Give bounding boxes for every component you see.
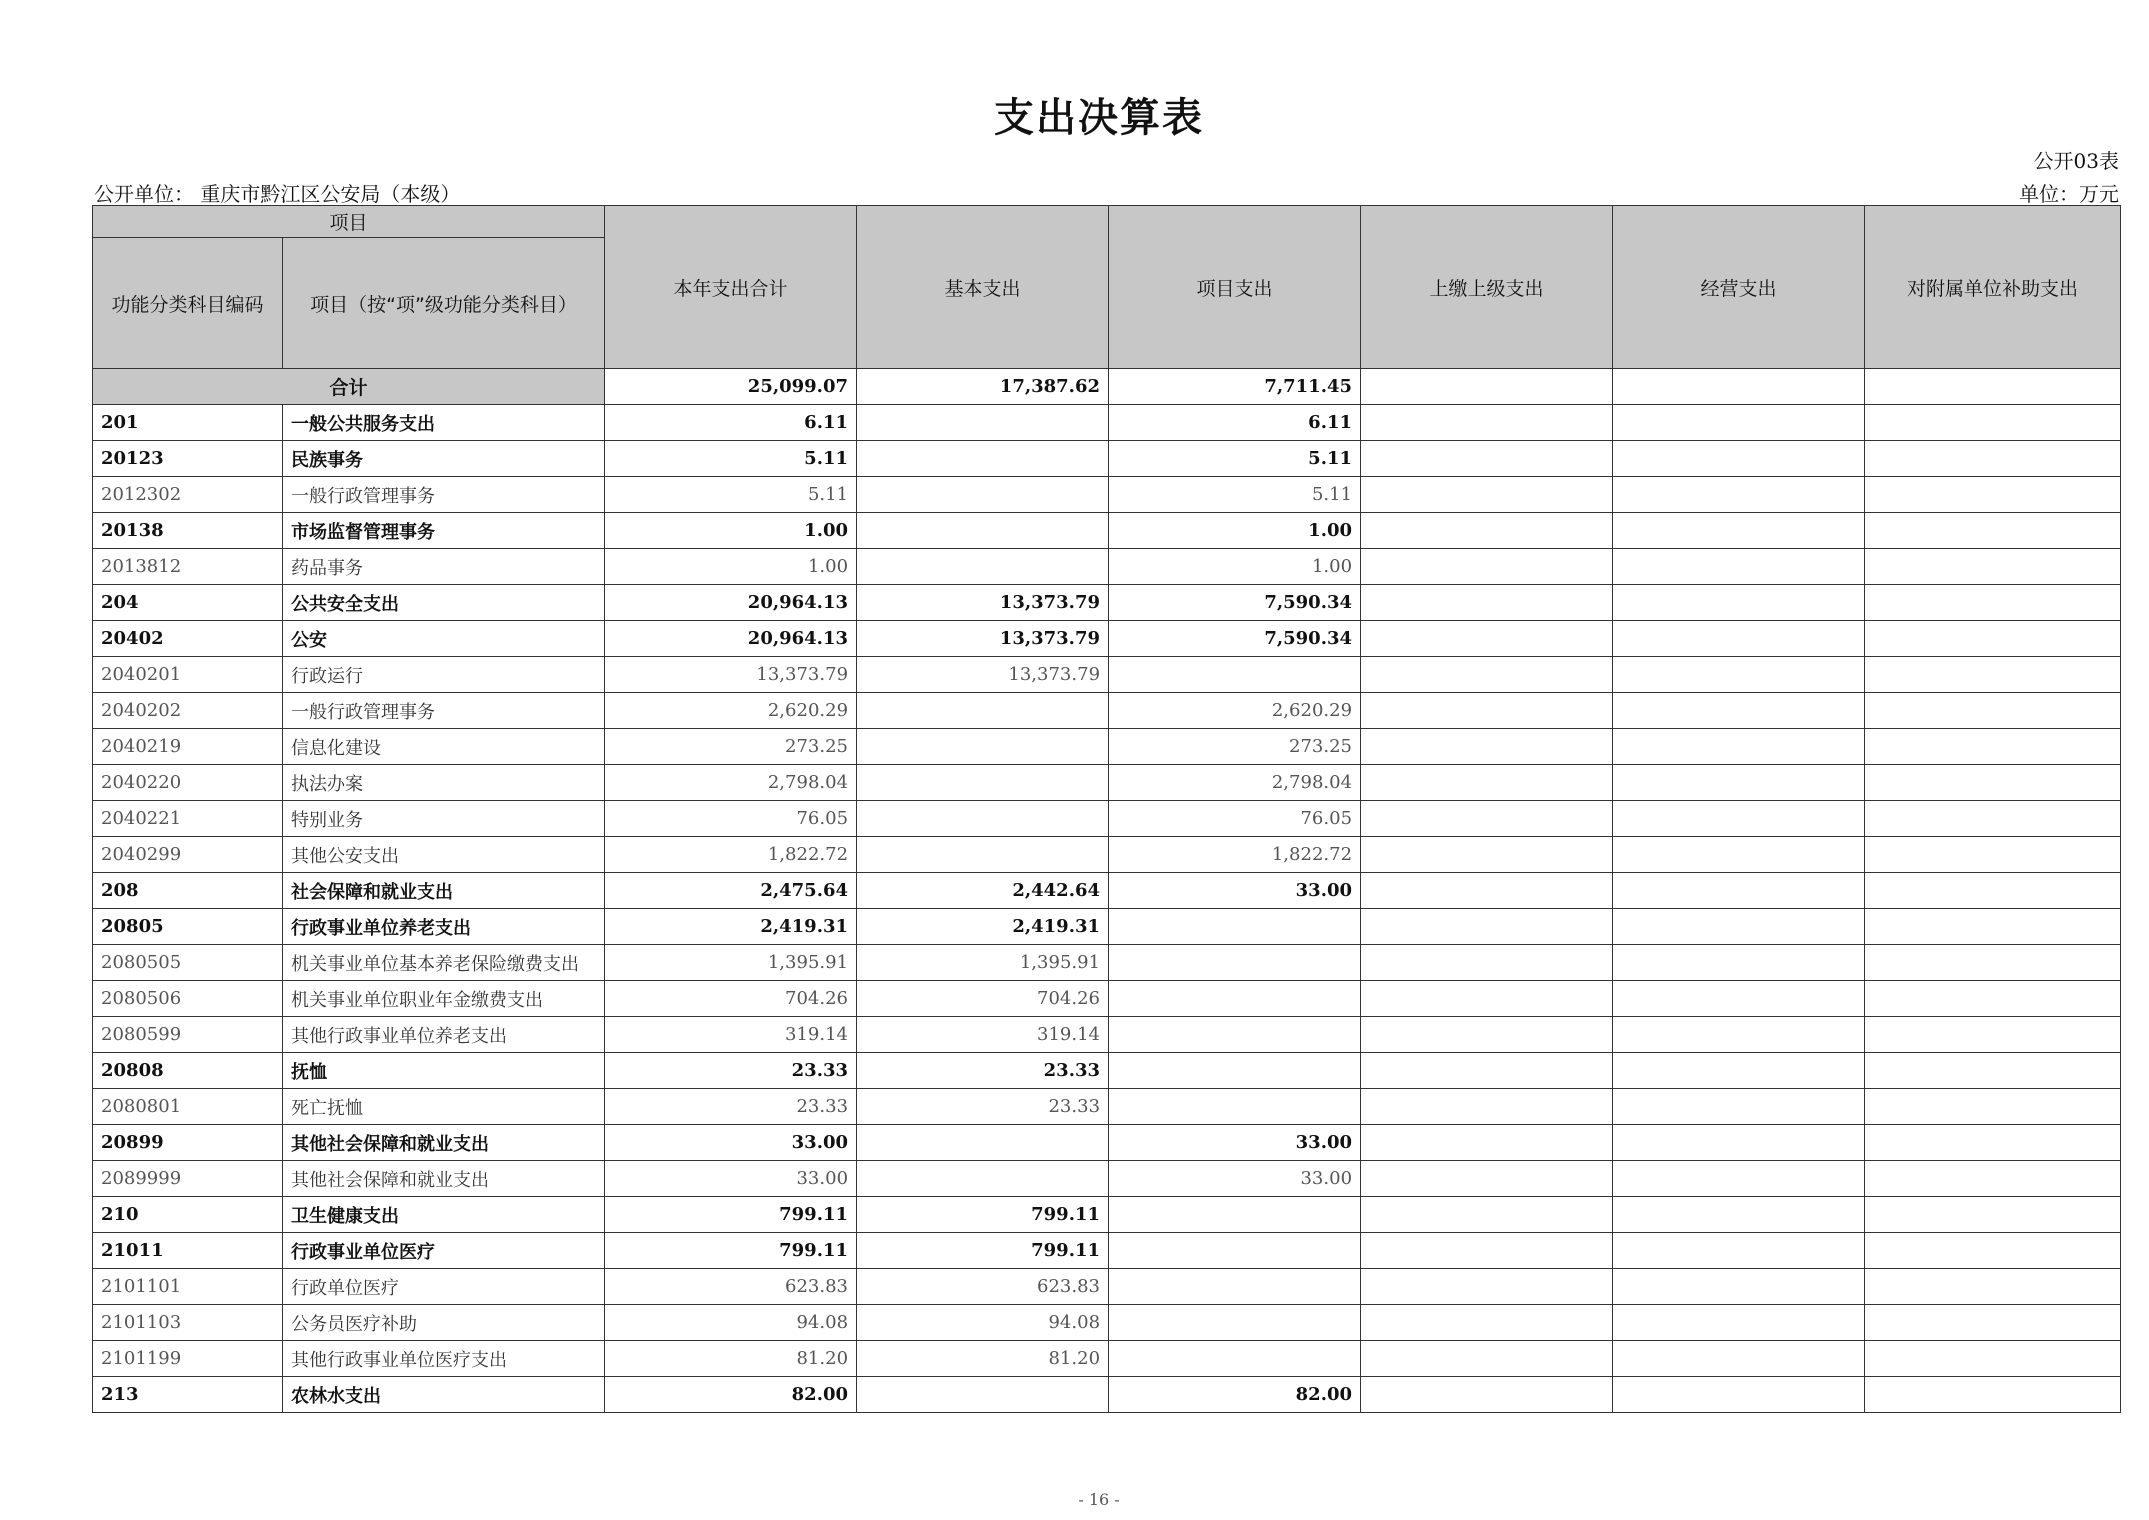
- cell-business: [1613, 549, 1865, 585]
- cell-total: 81.20: [605, 1341, 857, 1377]
- cell-project: 7,590.34: [1109, 621, 1361, 657]
- cell-upper: [1361, 945, 1613, 981]
- cell-code: 20805: [93, 909, 283, 945]
- cell-business: [1613, 1269, 1865, 1305]
- cell-code: 2040219: [93, 729, 283, 765]
- cell-basic: [857, 729, 1109, 765]
- cell-subsidy: [1865, 621, 2121, 657]
- cell-business: [1613, 1089, 1865, 1125]
- cell-code: 2040202: [93, 693, 283, 729]
- cell-code: 208: [93, 873, 283, 909]
- cell-upper: [1361, 837, 1613, 873]
- total-cell-basic: 17,387.62: [857, 369, 1109, 405]
- cell-subsidy: [1865, 513, 2121, 549]
- cell-subsidy: [1865, 729, 2121, 765]
- cell-upper: [1361, 1053, 1613, 1089]
- cell-basic: 799.11: [857, 1197, 1109, 1233]
- cell-business: [1613, 837, 1865, 873]
- cell-basic: 704.26: [857, 981, 1109, 1017]
- cell-code: 201: [93, 405, 283, 441]
- cell-project: [1109, 1305, 1361, 1341]
- cell-total: 319.14: [605, 1017, 857, 1053]
- table-row: [93, 801, 2121, 837]
- header-basic: 基本支出: [857, 206, 1109, 369]
- total-label: 合计: [93, 369, 605, 405]
- cell-code: 21011: [93, 1233, 283, 1269]
- header-name: 项目（按“项”级功能分类科目）: [283, 238, 605, 369]
- cell-upper: [1361, 1017, 1613, 1053]
- cell-business: [1613, 1197, 1865, 1233]
- expenditure-table: [92, 205, 2121, 1413]
- cell-subsidy: [1865, 1125, 2121, 1161]
- cell-basic: 94.08: [857, 1305, 1109, 1341]
- cell-basic: [857, 693, 1109, 729]
- cell-project: 82.00: [1109, 1377, 1361, 1413]
- cell-basic: [857, 1125, 1109, 1161]
- table-row: [93, 693, 2121, 729]
- cell-total: 273.25: [605, 729, 857, 765]
- total-cell-business: [1613, 369, 1865, 405]
- cell-upper: [1361, 405, 1613, 441]
- cell-business: [1613, 513, 1865, 549]
- cell-business: [1613, 621, 1865, 657]
- cell-basic: 2,442.64: [857, 873, 1109, 909]
- cell-basic: [857, 837, 1109, 873]
- cell-subsidy: [1865, 1197, 2121, 1233]
- header-upper: 上缴上级支出: [1361, 206, 1613, 369]
- cell-project: 5.11: [1109, 477, 1361, 513]
- cell-subsidy: [1865, 549, 2121, 585]
- cell-upper: [1361, 549, 1613, 585]
- table-row: [93, 441, 2121, 477]
- cell-name: 市场监督管理事务: [283, 513, 605, 549]
- cell-business: [1613, 1125, 1865, 1161]
- cell-name: 一般公共服务支出: [283, 405, 605, 441]
- cell-business: [1613, 477, 1865, 513]
- table-row: [93, 585, 2121, 621]
- cell-total: 5.11: [605, 477, 857, 513]
- cell-name: 行政事业单位养老支出: [283, 909, 605, 945]
- cell-basic: 799.11: [857, 1233, 1109, 1269]
- cell-project: 33.00: [1109, 873, 1361, 909]
- cell-total: 5.11: [605, 441, 857, 477]
- cell-basic: 2,419.31: [857, 909, 1109, 945]
- table-row: [93, 549, 2121, 585]
- cell-project: 2,798.04: [1109, 765, 1361, 801]
- cell-project: 2,620.29: [1109, 693, 1361, 729]
- table-row: [93, 1197, 2121, 1233]
- table-row: [93, 909, 2121, 945]
- cell-code: 20402: [93, 621, 283, 657]
- cell-total: 33.00: [605, 1125, 857, 1161]
- cell-name: 一般行政管理事务: [283, 477, 605, 513]
- cell-total: 82.00: [605, 1377, 857, 1413]
- cell-subsidy: [1865, 693, 2121, 729]
- cell-subsidy: [1865, 1341, 2121, 1377]
- cell-subsidy: [1865, 1269, 2121, 1305]
- form-number: 公开03表: [2033, 149, 2119, 173]
- table-row: [93, 1089, 2121, 1125]
- cell-total: 799.11: [605, 1233, 857, 1269]
- cell-total: 704.26: [605, 981, 857, 1017]
- cell-business: [1613, 981, 1865, 1017]
- cell-code: 2040299: [93, 837, 283, 873]
- cell-basic: 13,373.79: [857, 621, 1109, 657]
- cell-basic: [857, 441, 1109, 477]
- cell-basic: [857, 801, 1109, 837]
- page-title: 支出决算表: [994, 95, 1204, 141]
- cell-upper: [1361, 585, 1613, 621]
- cell-project: 33.00: [1109, 1125, 1361, 1161]
- cell-name: 机关事业单位职业年金缴费支出: [283, 981, 605, 1017]
- cell-basic: 319.14: [857, 1017, 1109, 1053]
- cell-basic: [857, 1161, 1109, 1197]
- cell-basic: 23.33: [857, 1089, 1109, 1125]
- cell-total: 13,373.79: [605, 657, 857, 693]
- cell-subsidy: [1865, 1305, 2121, 1341]
- cell-subsidy: [1865, 585, 2121, 621]
- cell-subsidy: [1865, 657, 2121, 693]
- cell-name: 其他公安支出: [283, 837, 605, 873]
- cell-subsidy: [1865, 873, 2121, 909]
- cell-upper: [1361, 1305, 1613, 1341]
- cell-project: 273.25: [1109, 729, 1361, 765]
- cell-project: [1109, 1269, 1361, 1305]
- total-cell-project: 7,711.45: [1109, 369, 1361, 405]
- cell-code: 213: [93, 1377, 283, 1413]
- cell-project: 33.00: [1109, 1161, 1361, 1197]
- table-row: [93, 657, 2121, 693]
- cell-upper: [1361, 909, 1613, 945]
- cell-project: [1109, 945, 1361, 981]
- cell-basic: [857, 549, 1109, 585]
- table-row: [93, 477, 2121, 513]
- header-total: 本年支出合计: [605, 206, 857, 369]
- cell-business: [1613, 1341, 1865, 1377]
- cell-upper: [1361, 801, 1613, 837]
- cell-total: 2,475.64: [605, 873, 857, 909]
- cell-subsidy: [1865, 945, 2121, 981]
- header-item-group: 项目: [93, 206, 605, 238]
- cell-code: 2101101: [93, 1269, 283, 1305]
- cell-upper: [1361, 693, 1613, 729]
- cell-business: [1613, 441, 1865, 477]
- cell-upper: [1361, 873, 1613, 909]
- cell-name: 执法办案: [283, 765, 605, 801]
- table-row: [93, 981, 2121, 1017]
- cell-subsidy: [1865, 981, 2121, 1017]
- total-cell-subsidy: [1865, 369, 2121, 405]
- cell-total: 76.05: [605, 801, 857, 837]
- cell-code: 2080505: [93, 945, 283, 981]
- cell-code: 204: [93, 585, 283, 621]
- cell-basic: [857, 1377, 1109, 1413]
- cell-project: 1.00: [1109, 513, 1361, 549]
- table-row: [93, 945, 2121, 981]
- cell-basic: 13,373.79: [857, 585, 1109, 621]
- table-row: [93, 1233, 2121, 1269]
- cell-code: 2101199: [93, 1341, 283, 1377]
- cell-total: 20,964.13: [605, 621, 857, 657]
- table-row: [93, 729, 2121, 765]
- cell-code: 2012302: [93, 477, 283, 513]
- header-project: 项目支出: [1109, 206, 1361, 369]
- cell-total: 23.33: [605, 1053, 857, 1089]
- cell-upper: [1361, 1233, 1613, 1269]
- cell-name: 农林水支出: [283, 1377, 605, 1413]
- table-row: [93, 837, 2121, 873]
- cell-total: 6.11: [605, 405, 857, 441]
- cell-business: [1613, 405, 1865, 441]
- reporting-unit: 公开单位： 重庆市黔江区公安局（本级）: [94, 182, 461, 206]
- page-number: - 16 -: [1078, 1490, 1120, 1509]
- cell-project: 5.11: [1109, 441, 1361, 477]
- table-row: [93, 1161, 2121, 1197]
- cell-basic: 81.20: [857, 1341, 1109, 1377]
- cell-upper: [1361, 1341, 1613, 1377]
- table-row: [93, 1305, 2121, 1341]
- cell-code: 2040220: [93, 765, 283, 801]
- cell-subsidy: [1865, 1161, 2121, 1197]
- cell-subsidy: [1865, 1089, 2121, 1125]
- cell-subsidy: [1865, 801, 2121, 837]
- cell-business: [1613, 1377, 1865, 1413]
- cell-total: 20,964.13: [605, 585, 857, 621]
- table-row: [93, 1017, 2121, 1053]
- cell-subsidy: [1865, 1017, 2121, 1053]
- cell-name: 行政单位医疗: [283, 1269, 605, 1305]
- cell-project: 1,822.72: [1109, 837, 1361, 873]
- cell-upper: [1361, 1269, 1613, 1305]
- cell-project: [1109, 1053, 1361, 1089]
- table-row: [93, 1341, 2121, 1377]
- cell-name: 公务员医疗补助: [283, 1305, 605, 1341]
- cell-subsidy: [1865, 837, 2121, 873]
- cell-basic: [857, 513, 1109, 549]
- table-row: [93, 1377, 2121, 1413]
- cell-project: 1.00: [1109, 549, 1361, 585]
- table-row: [93, 765, 2121, 801]
- cell-business: [1613, 729, 1865, 765]
- cell-business: [1613, 1305, 1865, 1341]
- cell-upper: [1361, 513, 1613, 549]
- cell-project: 6.11: [1109, 405, 1361, 441]
- cell-business: [1613, 693, 1865, 729]
- cell-name: 信息化建设: [283, 729, 605, 765]
- cell-upper: [1361, 657, 1613, 693]
- cell-code: 210: [93, 1197, 283, 1233]
- cell-code: 2101103: [93, 1305, 283, 1341]
- cell-total: 1,822.72: [605, 837, 857, 873]
- header-business: 经营支出: [1613, 206, 1865, 369]
- cell-subsidy: [1865, 477, 2121, 513]
- cell-upper: [1361, 1197, 1613, 1233]
- cell-subsidy: [1865, 405, 2121, 441]
- cell-project: [1109, 1233, 1361, 1269]
- cell-subsidy: [1865, 1053, 2121, 1089]
- cell-name: 死亡抚恤: [283, 1089, 605, 1125]
- cell-code: 20123: [93, 441, 283, 477]
- cell-project: 76.05: [1109, 801, 1361, 837]
- cell-project: [1109, 1341, 1361, 1377]
- cell-basic: [857, 477, 1109, 513]
- cell-name: 社会保障和就业支出: [283, 873, 605, 909]
- cell-upper: [1361, 441, 1613, 477]
- cell-upper: [1361, 729, 1613, 765]
- cell-total: 2,620.29: [605, 693, 857, 729]
- cell-business: [1613, 1161, 1865, 1197]
- cell-name: 其他行政事业单位养老支出: [283, 1017, 605, 1053]
- cell-project: [1109, 981, 1361, 1017]
- cell-total: 2,798.04: [605, 765, 857, 801]
- cell-code: 20138: [93, 513, 283, 549]
- cell-name: 卫生健康支出: [283, 1197, 605, 1233]
- cell-name: 抚恤: [283, 1053, 605, 1089]
- cell-code: 2013812: [93, 549, 283, 585]
- cell-name: 机关事业单位基本养老保险缴费支出: [283, 945, 605, 981]
- table-row: [93, 405, 2121, 441]
- table-row: [93, 513, 2121, 549]
- table-row: [93, 873, 2121, 909]
- cell-project: [1109, 1089, 1361, 1125]
- cell-code: 2089999: [93, 1161, 283, 1197]
- cell-basic: 13,373.79: [857, 657, 1109, 693]
- total-cell-upper: [1361, 369, 1613, 405]
- cell-name: 其他社会保障和就业支出: [283, 1125, 605, 1161]
- cell-upper: [1361, 477, 1613, 513]
- cell-upper: [1361, 765, 1613, 801]
- cell-business: [1613, 909, 1865, 945]
- cell-business: [1613, 801, 1865, 837]
- cell-total: 2,419.31: [605, 909, 857, 945]
- cell-business: [1613, 1053, 1865, 1089]
- cell-name: 民族事务: [283, 441, 605, 477]
- cell-project: [1109, 1017, 1361, 1053]
- cell-subsidy: [1865, 1377, 2121, 1413]
- cell-name: 公安: [283, 621, 605, 657]
- cell-business: [1613, 765, 1865, 801]
- cell-total: 1,395.91: [605, 945, 857, 981]
- cell-name: 药品事务: [283, 549, 605, 585]
- cell-project: 7,590.34: [1109, 585, 1361, 621]
- cell-total: 1.00: [605, 549, 857, 585]
- cell-total: 33.00: [605, 1161, 857, 1197]
- cell-code: 2040201: [93, 657, 283, 693]
- total-cell-total: 25,099.07: [605, 369, 857, 405]
- table-row: [93, 1125, 2121, 1161]
- cell-business: [1613, 1233, 1865, 1269]
- cell-upper: [1361, 1089, 1613, 1125]
- cell-business: [1613, 873, 1865, 909]
- cell-total: 623.83: [605, 1269, 857, 1305]
- cell-upper: [1361, 1377, 1613, 1413]
- cell-subsidy: [1865, 909, 2121, 945]
- cell-project: [1109, 657, 1361, 693]
- cell-code: 2040221: [93, 801, 283, 837]
- cell-subsidy: [1865, 441, 2121, 477]
- cell-project: [1109, 1197, 1361, 1233]
- cell-business: [1613, 945, 1865, 981]
- cell-business: [1613, 1017, 1865, 1053]
- header-code: 功能分类科目编码: [93, 238, 283, 369]
- cell-code: 2080506: [93, 981, 283, 1017]
- cell-name: 行政事业单位医疗: [283, 1233, 605, 1269]
- cell-upper: [1361, 981, 1613, 1017]
- cell-name: 特别业务: [283, 801, 605, 837]
- cell-code: 20808: [93, 1053, 283, 1089]
- cell-total: 94.08: [605, 1305, 857, 1341]
- cell-basic: 23.33: [857, 1053, 1109, 1089]
- cell-business: [1613, 657, 1865, 693]
- cell-name: 一般行政管理事务: [283, 693, 605, 729]
- cell-name: 公共安全支出: [283, 585, 605, 621]
- header-subsidy: 对附属单位补助支出: [1865, 206, 2121, 369]
- cell-upper: [1361, 1125, 1613, 1161]
- cell-name: 其他社会保障和就业支出: [283, 1161, 605, 1197]
- total-row: [93, 369, 2121, 405]
- table-row: [93, 621, 2121, 657]
- cell-basic: 623.83: [857, 1269, 1109, 1305]
- cell-subsidy: [1865, 1233, 2121, 1269]
- cell-business: [1613, 585, 1865, 621]
- cell-name: 行政运行: [283, 657, 605, 693]
- currency-unit: 单位：万元: [2019, 182, 2119, 206]
- cell-total: 1.00: [605, 513, 857, 549]
- cell-project: [1109, 909, 1361, 945]
- table-row: [93, 1053, 2121, 1089]
- cell-name: 其他行政事业单位医疗支出: [283, 1341, 605, 1377]
- cell-basic: [857, 405, 1109, 441]
- table-row: [93, 1269, 2121, 1305]
- cell-code: 2080599: [93, 1017, 283, 1053]
- cell-basic: 1,395.91: [857, 945, 1109, 981]
- cell-subsidy: [1865, 765, 2121, 801]
- cell-code: 20899: [93, 1125, 283, 1161]
- cell-upper: [1361, 1161, 1613, 1197]
- cell-basic: [857, 765, 1109, 801]
- cell-upper: [1361, 621, 1613, 657]
- cell-total: 23.33: [605, 1089, 857, 1125]
- cell-code: 2080801: [93, 1089, 283, 1125]
- cell-total: 799.11: [605, 1197, 857, 1233]
